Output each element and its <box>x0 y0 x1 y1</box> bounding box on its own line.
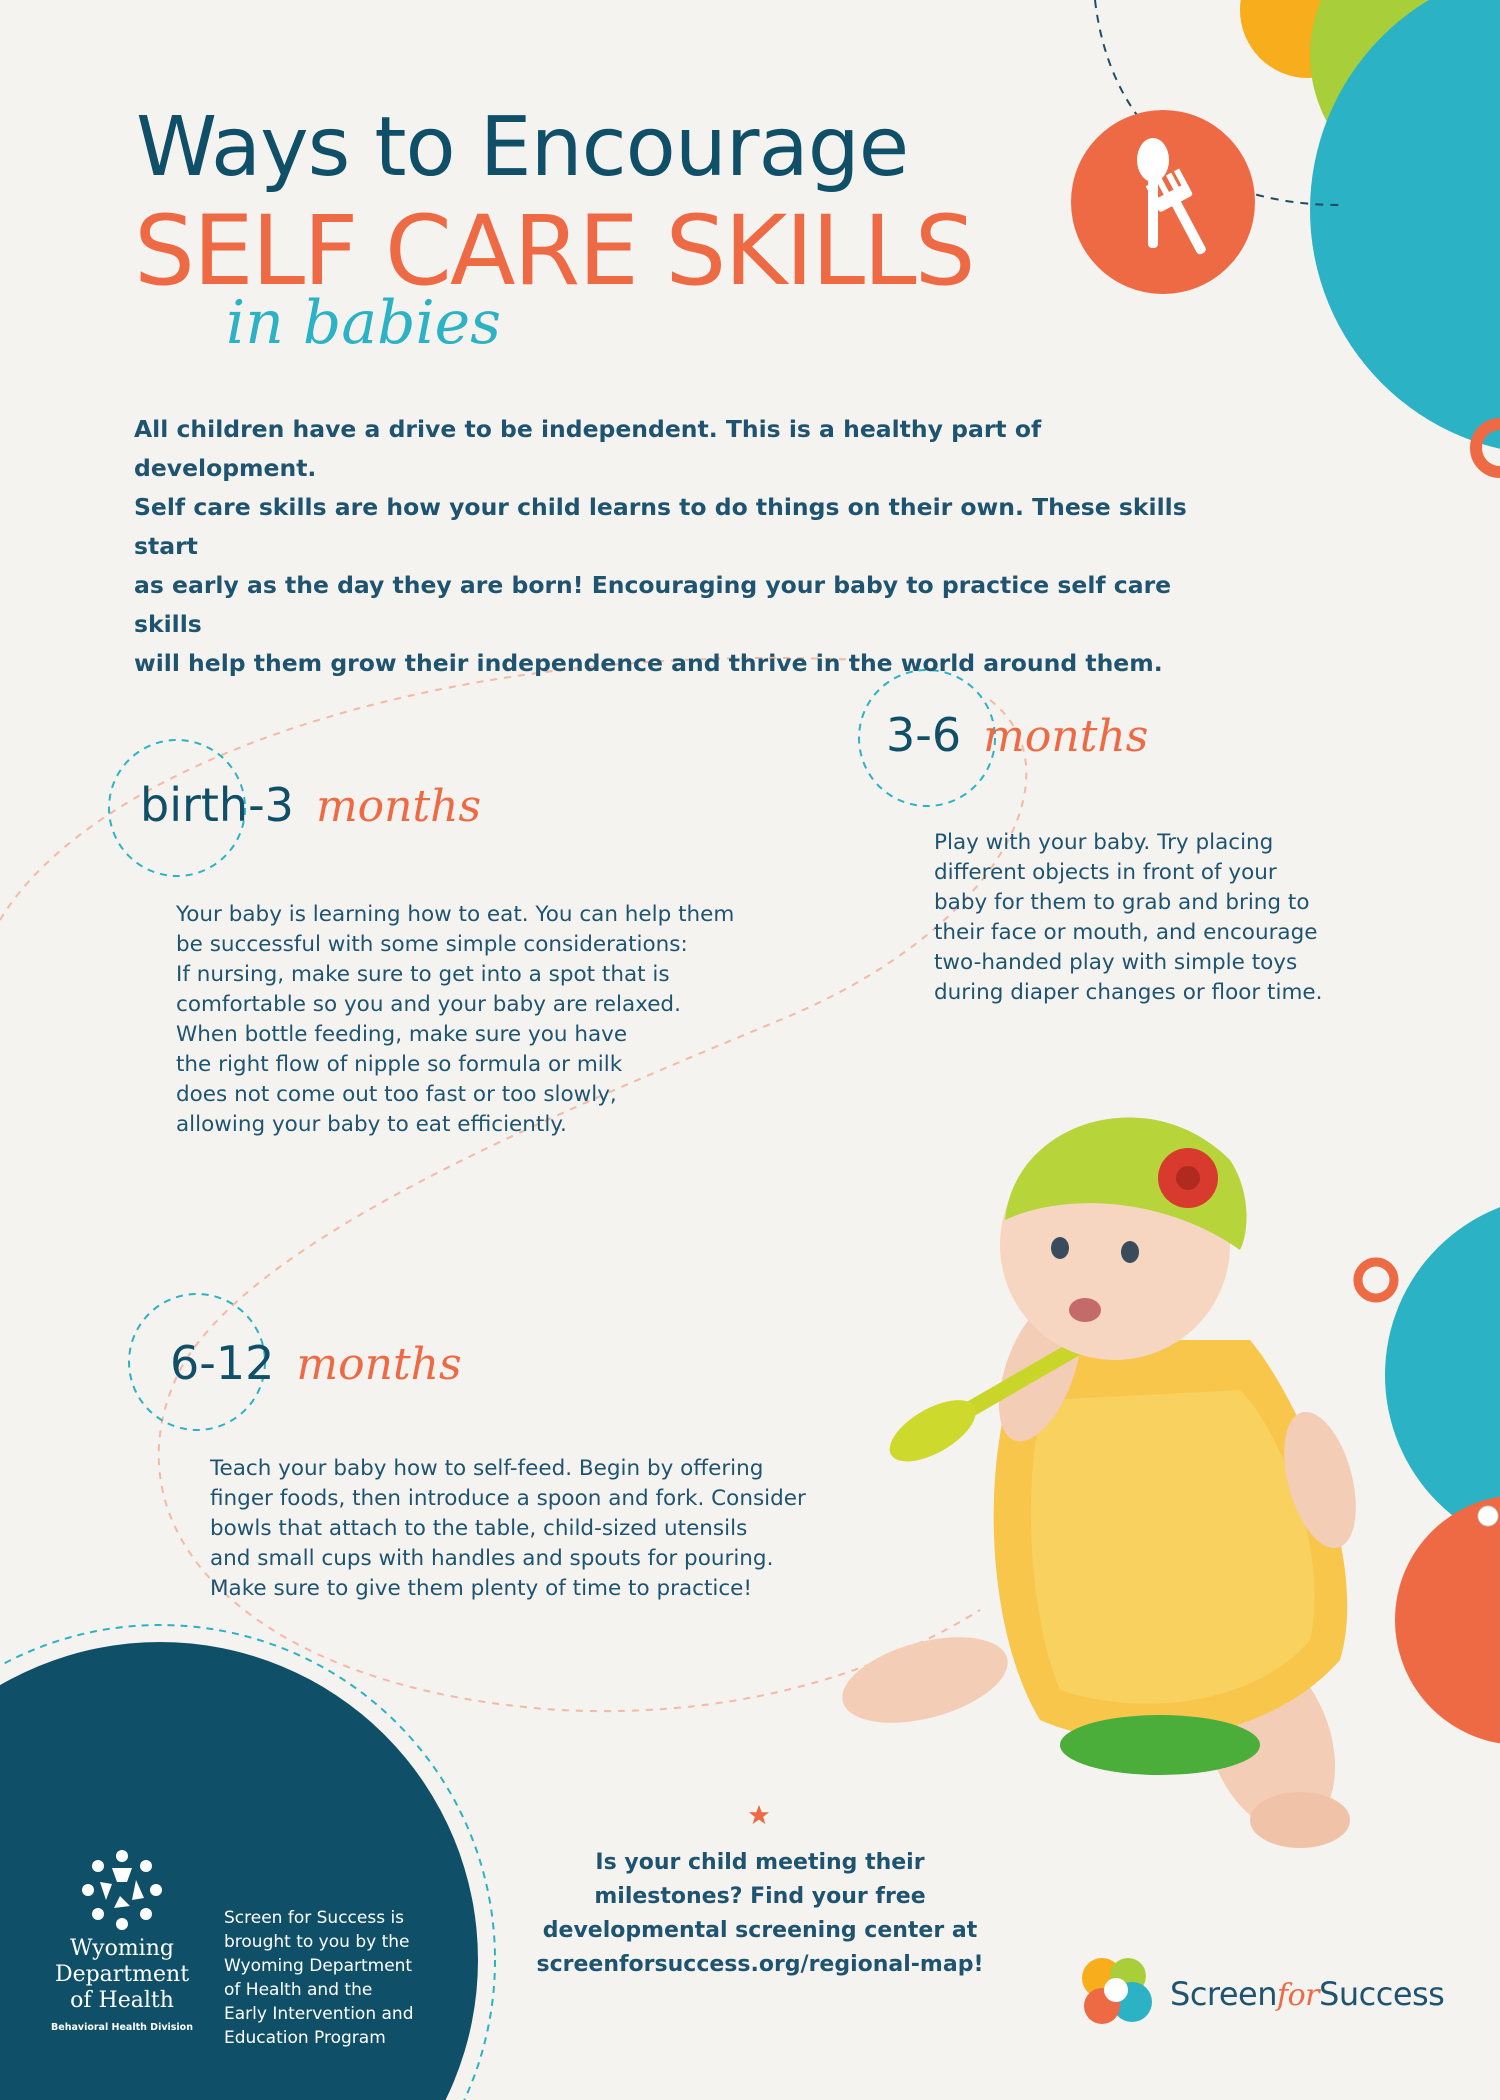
wdh-line: of Health <box>70 1988 174 2013</box>
text-line: the right flow of nipple so formula or milk <box>176 1052 623 1077</box>
intro-line: All children have a drive to be independent. This is a healthy part of development. <box>134 415 1042 482</box>
people-circle-logo-icon <box>72 1846 172 1936</box>
cta-line: milestones? Find your free <box>594 1884 926 1909</box>
credit-line: of Health and the <box>224 1980 373 2000</box>
spoon-fork-icon <box>1095 130 1235 270</box>
credit-line: brought to you by the <box>224 1932 410 1952</box>
intro-line: Self care skills are how your child learns to do things on their own. These skills start <box>134 493 1187 560</box>
section-birth-3-text <box>176 900 816 1140</box>
heading-unit: months <box>296 1339 462 1390</box>
section-3-6-text <box>934 828 1454 1008</box>
baby-photo <box>830 1100 1450 1860</box>
wdh-line: Department <box>54 1962 190 1987</box>
credit-line: Education Program <box>224 2028 386 2048</box>
intro-paragraph <box>134 410 1214 683</box>
screen-for-success-logo-icon <box>1072 1952 1158 2032</box>
text-line: comfortable so you and your baby are relaxed. <box>176 992 681 1017</box>
text-line: bowls that attach to the table, child-sized utensils <box>210 1516 748 1541</box>
text-line: If nursing, make sure to get into a spot that is <box>176 962 670 987</box>
white-dot-mid <box>1478 1506 1498 1526</box>
cta-line: screenforsuccess.org/regional-map! <box>536 1952 984 1977</box>
footer-credit <box>224 1906 444 2050</box>
cta-line: Is your child meeting their <box>595 1850 925 1875</box>
sfs-part-screen: Screen <box>1170 1975 1278 2013</box>
text-line: finger foods, then introduce a spoon and fork. Consider <box>210 1486 806 1511</box>
text-line: and small cups with handles and spouts for pouring. <box>210 1546 774 1571</box>
text-line: does not come out too fast or too slowly, <box>176 1082 617 1107</box>
star-icon <box>748 1804 770 1826</box>
wdh-division: Behavioral Health Division <box>51 2022 193 2033</box>
text-line: during diaper changes or floor time. <box>934 980 1323 1005</box>
heading-birth-3 <box>140 778 481 832</box>
credit-line: Wyoming Department <box>224 1956 413 1976</box>
credit-line: Screen for Success is <box>224 1908 405 1928</box>
section-6-12-text <box>210 1454 890 1604</box>
sfs-part-for: for <box>1277 1978 1320 2013</box>
text-line: different objects in front of your <box>934 860 1277 885</box>
cta-line: developmental screening center at <box>542 1918 978 1943</box>
wdh-line: Wyoming <box>70 1936 174 1961</box>
heading-unit: months <box>315 781 482 832</box>
cta-text <box>520 1846 1000 1982</box>
heading-range: 3-6 <box>886 708 962 762</box>
heading-3-6 <box>886 708 1148 762</box>
intro-line: as early as the day they are born! Encouraging your baby to practice self care skills <box>134 571 1172 638</box>
title-line-2: SELF CARE SKILLS <box>134 195 974 307</box>
text-line: two-handed play with simple toys <box>934 950 1298 975</box>
sfs-logo-text <box>1170 1975 1444 2013</box>
credit-line: Early Intervention and <box>224 2004 414 2024</box>
heading-range: 6-12 <box>170 1336 275 1390</box>
text-line: Make sure to give them plenty of time to practice! <box>210 1576 753 1601</box>
sfs-part-success: Success <box>1319 1975 1445 2013</box>
text-line: Teach your baby how to self-feed. Begin by offering <box>210 1456 764 1481</box>
intro-line: will help them grow their independence and thrive in the world around them. <box>134 649 1163 677</box>
text-line: baby for them to grab and bring to <box>934 890 1310 915</box>
title-line-3: in babies <box>226 288 501 358</box>
text-line: When bottle feeding, make sure you have <box>176 1022 628 1047</box>
text-line: their face or mouth, and encourage <box>934 920 1318 945</box>
text-line: Play with your baby. Try placing <box>934 830 1274 855</box>
text-line: allowing your baby to eat efficiently. <box>176 1112 567 1137</box>
heading-range: birth-3 <box>140 778 294 832</box>
title-line-1: Ways to Encourage <box>136 100 909 195</box>
heading-6-12 <box>170 1336 462 1390</box>
heading-unit: months <box>983 711 1149 762</box>
text-line: Your baby is learning how to eat. You can help them <box>176 902 735 927</box>
wdh-logo-text <box>40 1936 204 2033</box>
text-line: be successful with some simple considerations: <box>176 932 688 957</box>
